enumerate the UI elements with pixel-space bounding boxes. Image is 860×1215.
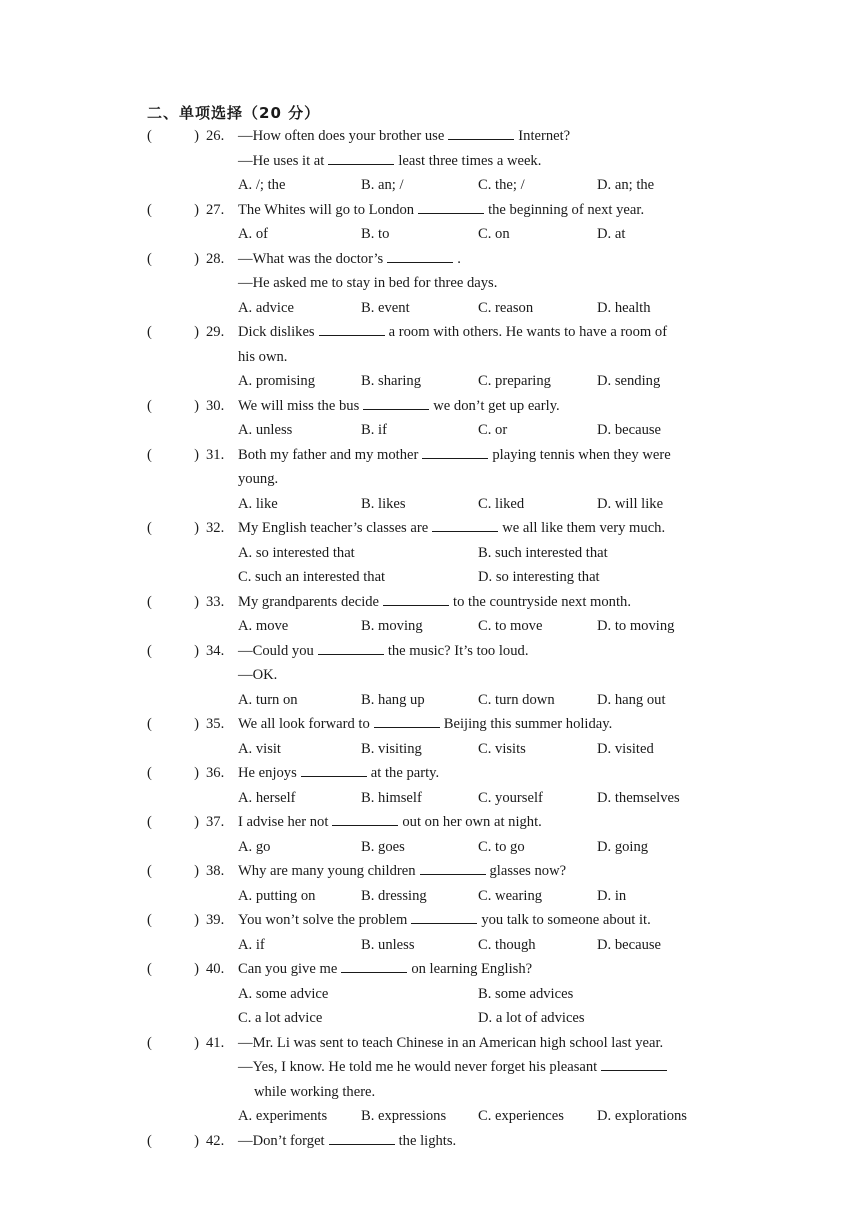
question-stem bbox=[238, 149, 541, 174]
option-a[interactable]: A. if bbox=[238, 936, 265, 953]
answer-bracket[interactable] bbox=[147, 443, 199, 468]
option-row bbox=[0, 737, 860, 762]
question-line bbox=[0, 1055, 860, 1080]
question-number: 26. bbox=[206, 128, 225, 144]
answer-bracket-close: ) bbox=[194, 912, 199, 928]
answer-bracket-open: ( bbox=[147, 201, 152, 218]
option-a[interactable]: A. advice bbox=[238, 299, 294, 316]
option-a[interactable]: A. go bbox=[238, 838, 271, 855]
answer-bracket[interactable] bbox=[147, 908, 199, 933]
question-line bbox=[0, 271, 860, 296]
option-a[interactable]: A. some advice bbox=[238, 985, 329, 1002]
answer-bracket[interactable] bbox=[147, 1129, 199, 1154]
stem-text: —He asked me to stay in bed for three days. bbox=[238, 275, 498, 291]
answer-bracket-close: ) bbox=[194, 642, 199, 659]
question-line bbox=[0, 198, 860, 223]
stem-text: young. bbox=[238, 471, 279, 487]
answer-bracket[interactable] bbox=[147, 957, 199, 982]
option-d[interactable]: D. an; the bbox=[597, 177, 655, 193]
option-row bbox=[0, 688, 860, 713]
answer-blank bbox=[411, 910, 477, 924]
question-line bbox=[0, 345, 860, 370]
stem-text: the beginning of next year. bbox=[488, 201, 645, 218]
question-line bbox=[0, 639, 860, 664]
stem-text: —Don’t forget bbox=[238, 1132, 325, 1149]
question-27 bbox=[0, 198, 860, 247]
answer-bracket-open: ( bbox=[147, 1132, 152, 1149]
question-29 bbox=[0, 320, 860, 394]
stem-text: out on her own at night. bbox=[402, 814, 542, 830]
answer-bracket[interactable] bbox=[147, 1031, 199, 1056]
answer-bracket[interactable] bbox=[147, 516, 199, 541]
answer-bracket-open: ( bbox=[147, 912, 152, 928]
question-number: 28. bbox=[206, 250, 225, 267]
option-b[interactable]: B. visiting bbox=[361, 740, 422, 757]
option-c[interactable]: C. wearing bbox=[478, 887, 543, 904]
question-37 bbox=[0, 810, 860, 859]
question-line bbox=[0, 590, 860, 615]
stem-text: —He uses it at bbox=[238, 152, 325, 169]
stem-text: at the party. bbox=[370, 765, 440, 781]
option-c[interactable]: C. or bbox=[478, 422, 508, 438]
option-d[interactable]: D. sending bbox=[597, 373, 661, 389]
question-stem bbox=[238, 271, 497, 296]
stem-text: Why are many young children bbox=[238, 863, 416, 879]
answer-bracket[interactable] bbox=[147, 590, 199, 615]
question-40 bbox=[0, 957, 860, 1031]
option-d[interactable]: D. explorations bbox=[597, 1108, 687, 1124]
option-d[interactable]: D. will like bbox=[597, 495, 664, 512]
option-a[interactable]: A. herself bbox=[238, 789, 296, 806]
answer-blank bbox=[332, 812, 398, 826]
option-d[interactable]: D. a lot of advices bbox=[478, 1010, 585, 1026]
stem-text: My grandparents decide bbox=[238, 593, 380, 610]
answer-bracket-open: ( bbox=[147, 446, 152, 463]
question-line bbox=[0, 467, 860, 492]
answer-blank bbox=[301, 763, 367, 777]
answer-bracket-open: ( bbox=[147, 642, 152, 659]
stem-text: —Yes, I know. He told me he would never forget his pleasant bbox=[238, 1059, 598, 1075]
answer-blank bbox=[383, 592, 449, 606]
question-number: 30. bbox=[206, 397, 225, 414]
question-stem bbox=[238, 761, 439, 786]
answer-bracket-close: ) bbox=[194, 324, 199, 340]
question-number: 41. bbox=[206, 1034, 225, 1051]
answer-bracket-close: ) bbox=[194, 814, 199, 830]
question-line bbox=[0, 957, 860, 982]
option-c[interactable]: C. visits bbox=[478, 740, 526, 757]
answer-bracket-close: ) bbox=[194, 397, 199, 414]
answer-blank bbox=[422, 445, 488, 459]
question-stem bbox=[238, 320, 667, 345]
answer-blank bbox=[363, 396, 429, 410]
question-number: 37. bbox=[206, 814, 225, 830]
question-32 bbox=[0, 516, 860, 590]
question-number: 40. bbox=[206, 961, 225, 977]
option-row bbox=[0, 1104, 860, 1129]
answer-blank bbox=[341, 959, 407, 973]
question-stem bbox=[238, 859, 566, 884]
option-b[interactable]: B. sharing bbox=[361, 373, 421, 389]
answer-bracket[interactable] bbox=[147, 320, 199, 345]
answer-bracket[interactable] bbox=[147, 712, 199, 737]
question-34 bbox=[0, 639, 860, 713]
option-c[interactable]: C. to move bbox=[478, 618, 543, 634]
stem-text: glasses now? bbox=[489, 863, 567, 879]
option-row bbox=[0, 614, 860, 639]
option-d[interactable]: D. hang out bbox=[597, 691, 666, 708]
option-b[interactable]: B. some advices bbox=[478, 985, 574, 1002]
answer-bracket[interactable] bbox=[147, 394, 199, 419]
question-number: 35. bbox=[206, 716, 225, 732]
question-42 bbox=[0, 1129, 860, 1154]
option-row bbox=[0, 418, 860, 443]
option-a[interactable]: A. turn on bbox=[238, 691, 298, 708]
question-number: 33. bbox=[206, 593, 225, 610]
question-number: 29. bbox=[206, 324, 225, 340]
answer-bracket[interactable] bbox=[147, 639, 199, 664]
question-stem bbox=[238, 810, 542, 835]
option-c[interactable]: C. liked bbox=[478, 495, 525, 512]
question-number: 36. bbox=[206, 765, 225, 781]
answer-bracket-close: ) bbox=[194, 201, 199, 218]
option-b[interactable]: B. himself bbox=[361, 789, 422, 806]
question-30 bbox=[0, 394, 860, 443]
answer-bracket-open: ( bbox=[147, 397, 152, 414]
option-c[interactable]: C. experiences bbox=[478, 1108, 564, 1124]
answer-bracket-open: ( bbox=[147, 593, 152, 610]
question-number: 31. bbox=[206, 446, 225, 463]
option-c[interactable]: C. on bbox=[478, 226, 510, 242]
stem-text: we all like them very much. bbox=[502, 520, 666, 536]
question-number: 39. bbox=[206, 912, 225, 928]
answer-bracket-open: ( bbox=[147, 128, 152, 144]
option-a[interactable]: A. visit bbox=[238, 740, 281, 757]
question-stem bbox=[238, 590, 631, 615]
option-c[interactable]: C. though bbox=[478, 936, 536, 953]
question-stem bbox=[238, 345, 287, 370]
option-b[interactable]: B. if bbox=[361, 422, 387, 438]
question-39 bbox=[0, 908, 860, 957]
option-a[interactable]: A. /; the bbox=[238, 177, 286, 193]
stem-text: —What was the doctor’s bbox=[238, 250, 384, 267]
stem-text: Both my father and my mother bbox=[238, 446, 419, 463]
option-b[interactable]: B. expressions bbox=[361, 1108, 447, 1124]
stem-text: —Mr. Li was sent to teach Chinese in an American high school last year. bbox=[238, 1034, 664, 1051]
question-26 bbox=[0, 124, 860, 198]
option-b[interactable]: B. unless bbox=[361, 936, 415, 953]
option-d[interactable]: D. visited bbox=[597, 740, 654, 757]
stem-text: Can you give me bbox=[238, 961, 338, 977]
stem-text: the music? It’s too loud. bbox=[387, 642, 529, 659]
question-38 bbox=[0, 859, 860, 908]
answer-blank bbox=[432, 518, 498, 532]
answer-blank bbox=[374, 714, 440, 728]
answer-blank bbox=[387, 249, 453, 263]
answer-bracket-close: ) bbox=[194, 716, 199, 732]
option-row bbox=[0, 173, 860, 198]
question-list bbox=[0, 124, 860, 1153]
question-stem bbox=[238, 1055, 671, 1080]
option-row bbox=[0, 565, 860, 590]
answer-blank bbox=[420, 861, 486, 875]
question-number: 27. bbox=[206, 201, 225, 218]
question-stem bbox=[238, 663, 277, 688]
option-d[interactable]: D. to moving bbox=[597, 618, 675, 634]
answer-bracket-close: ) bbox=[194, 250, 199, 267]
question-line bbox=[0, 516, 860, 541]
question-31 bbox=[0, 443, 860, 517]
stem-text: Internet? bbox=[518, 128, 571, 144]
stem-text: My English teacher’s classes are bbox=[238, 520, 429, 536]
question-stem bbox=[238, 712, 612, 737]
question-stem bbox=[238, 957, 532, 982]
answer-blank bbox=[448, 126, 514, 140]
question-line bbox=[0, 124, 860, 149]
question-33 bbox=[0, 590, 860, 639]
option-row bbox=[0, 369, 860, 394]
option-a[interactable]: A. experiments bbox=[238, 1108, 328, 1124]
question-stem bbox=[238, 247, 461, 272]
stem-text: —Could you bbox=[238, 642, 314, 659]
option-b[interactable]: B. hang up bbox=[361, 691, 425, 708]
answer-bracket-close: ) bbox=[194, 863, 199, 879]
stem-text: —How often does your brother use bbox=[238, 128, 445, 144]
option-c[interactable]: C. such an interested that bbox=[238, 569, 386, 585]
option-a[interactable]: A. promising bbox=[238, 373, 316, 389]
question-number: 32. bbox=[206, 520, 225, 536]
question-36 bbox=[0, 761, 860, 810]
answer-bracket-close: ) bbox=[194, 593, 199, 610]
answer-bracket-open: ( bbox=[147, 716, 152, 732]
stem-text: to the countryside next month. bbox=[453, 593, 631, 610]
stem-text: a room with others. He wants to have a room of bbox=[388, 324, 668, 340]
option-a[interactable]: A. move bbox=[238, 618, 289, 634]
option-b[interactable]: B. event bbox=[361, 299, 410, 316]
question-line bbox=[0, 859, 860, 884]
option-c[interactable]: C. reason bbox=[478, 299, 534, 316]
question-stem bbox=[238, 516, 665, 541]
question-line bbox=[0, 761, 860, 786]
answer-blank bbox=[318, 641, 384, 655]
question-line bbox=[0, 320, 860, 345]
option-row bbox=[0, 884, 860, 909]
question-line bbox=[0, 810, 860, 835]
stem-text: Dick dislikes bbox=[238, 324, 315, 340]
option-row bbox=[0, 492, 860, 517]
answer-bracket-open: ( bbox=[147, 1034, 152, 1051]
question-stem bbox=[238, 908, 651, 933]
option-row bbox=[0, 541, 860, 566]
option-b[interactable]: B. likes bbox=[361, 495, 406, 512]
question-line bbox=[0, 712, 860, 737]
question-stem bbox=[238, 467, 278, 492]
answer-bracket[interactable] bbox=[147, 761, 199, 786]
stem-text: you talk to someone about it. bbox=[481, 912, 651, 928]
option-b[interactable]: B. moving bbox=[361, 618, 423, 634]
question-28 bbox=[0, 247, 860, 321]
question-line bbox=[0, 1080, 860, 1105]
stem-text: playing tennis when they were bbox=[492, 446, 671, 463]
option-d[interactable]: D. in bbox=[597, 887, 627, 904]
question-41 bbox=[0, 1031, 860, 1129]
answer-bracket[interactable] bbox=[147, 198, 199, 223]
option-a[interactable]: A. unless bbox=[238, 422, 293, 438]
stem-text: while working there. bbox=[254, 1083, 376, 1100]
answer-blank bbox=[319, 322, 385, 336]
answer-bracket-close: ) bbox=[194, 765, 199, 781]
stem-text: He enjoys bbox=[238, 765, 297, 781]
option-a[interactable]: A. like bbox=[238, 495, 278, 512]
option-c[interactable]: C. yourself bbox=[478, 789, 543, 806]
answer-bracket[interactable] bbox=[147, 859, 199, 884]
option-row bbox=[0, 1006, 860, 1031]
stem-text: we don’t get up early. bbox=[433, 397, 560, 414]
stem-text: . bbox=[457, 250, 461, 267]
answer-bracket[interactable] bbox=[147, 247, 199, 272]
option-d[interactable]: D. health bbox=[597, 299, 651, 316]
option-d[interactable]: D. because bbox=[597, 422, 662, 438]
question-stem bbox=[238, 124, 570, 149]
option-row bbox=[0, 296, 860, 321]
stem-text: You won’t solve the problem bbox=[238, 912, 408, 928]
answer-bracket-close: ) bbox=[194, 128, 199, 144]
option-row bbox=[0, 933, 860, 958]
answer-bracket-close: ) bbox=[194, 1132, 199, 1149]
option-d[interactable]: D. going bbox=[597, 838, 649, 855]
option-a[interactable]: A. of bbox=[238, 226, 268, 242]
question-stem bbox=[238, 639, 528, 664]
answer-bracket-close: ) bbox=[194, 961, 199, 977]
option-d[interactable]: D. because bbox=[597, 936, 662, 953]
option-b[interactable]: B. goes bbox=[361, 838, 405, 855]
answer-bracket-close: ) bbox=[194, 1034, 199, 1051]
answer-bracket-open: ( bbox=[147, 520, 152, 536]
question-stem bbox=[238, 394, 560, 419]
stem-text: The Whites will go to London bbox=[238, 201, 415, 218]
answer-bracket[interactable] bbox=[147, 124, 199, 149]
question-35 bbox=[0, 712, 860, 761]
stem-text: We will miss the bus bbox=[238, 397, 360, 414]
stem-text: I advise her not bbox=[238, 814, 329, 830]
option-b[interactable]: B. dressing bbox=[361, 887, 427, 904]
question-line bbox=[0, 663, 860, 688]
option-d[interactable]: D. so interesting that bbox=[478, 569, 600, 585]
question-stem bbox=[238, 1129, 456, 1154]
answer-blank bbox=[418, 200, 484, 214]
answer-bracket-open: ( bbox=[147, 814, 152, 830]
stem-text: the lights. bbox=[398, 1132, 457, 1149]
question-stem bbox=[238, 198, 644, 223]
option-c[interactable]: C. the; / bbox=[478, 177, 525, 193]
question-line bbox=[0, 149, 860, 174]
answer-blank bbox=[601, 1057, 667, 1071]
question-line bbox=[0, 247, 860, 272]
question-line bbox=[0, 1129, 860, 1154]
option-c[interactable]: C. a lot advice bbox=[238, 1010, 323, 1026]
answer-bracket[interactable] bbox=[147, 810, 199, 835]
option-c[interactable]: C. preparing bbox=[478, 373, 551, 389]
answer-bracket-close: ) bbox=[194, 520, 199, 536]
question-line bbox=[0, 443, 860, 468]
answer-bracket-close: ) bbox=[194, 446, 199, 463]
option-row bbox=[0, 222, 860, 247]
option-row bbox=[0, 835, 860, 860]
question-number: 34. bbox=[206, 642, 225, 659]
option-a[interactable]: A. putting on bbox=[238, 887, 316, 904]
question-stem bbox=[254, 1080, 375, 1105]
stem-text: Beijing this summer holiday. bbox=[443, 716, 613, 732]
question-line bbox=[0, 908, 860, 933]
answer-blank bbox=[328, 151, 394, 165]
option-a[interactable]: A. so interested that bbox=[238, 544, 355, 561]
stem-text: his own. bbox=[238, 348, 288, 365]
option-d[interactable]: D. at bbox=[597, 226, 626, 242]
option-row bbox=[0, 982, 860, 1007]
stem-text: least three times a week. bbox=[398, 152, 542, 169]
stem-text: —OK. bbox=[238, 667, 278, 683]
option-b[interactable]: B. such interested that bbox=[478, 544, 608, 561]
answer-bracket-open: ( bbox=[147, 863, 152, 879]
stem-text: on learning English? bbox=[411, 961, 533, 977]
answer-bracket-open: ( bbox=[147, 961, 152, 977]
section-title: 二、单项选择（20 分） bbox=[147, 104, 321, 122]
answer-blank bbox=[329, 1131, 395, 1145]
option-row bbox=[0, 786, 860, 811]
option-c[interactable]: C. turn down bbox=[478, 691, 555, 708]
question-line bbox=[0, 1031, 860, 1056]
question-line bbox=[0, 394, 860, 419]
question-number: 42. bbox=[206, 1132, 225, 1149]
answer-bracket-open: ( bbox=[147, 324, 152, 340]
option-d[interactable]: D. themselves bbox=[597, 789, 680, 806]
option-b[interactable]: B. to bbox=[361, 226, 390, 242]
option-b[interactable]: B. an; / bbox=[361, 177, 404, 193]
question-number: 38. bbox=[206, 863, 225, 879]
question-stem bbox=[238, 1031, 663, 1056]
stem-text: We all look forward to bbox=[238, 716, 370, 732]
answer-bracket-open: ( bbox=[147, 250, 152, 267]
question-stem bbox=[238, 443, 671, 468]
option-c[interactable]: C. to go bbox=[478, 838, 525, 855]
answer-bracket-open: ( bbox=[147, 765, 152, 781]
